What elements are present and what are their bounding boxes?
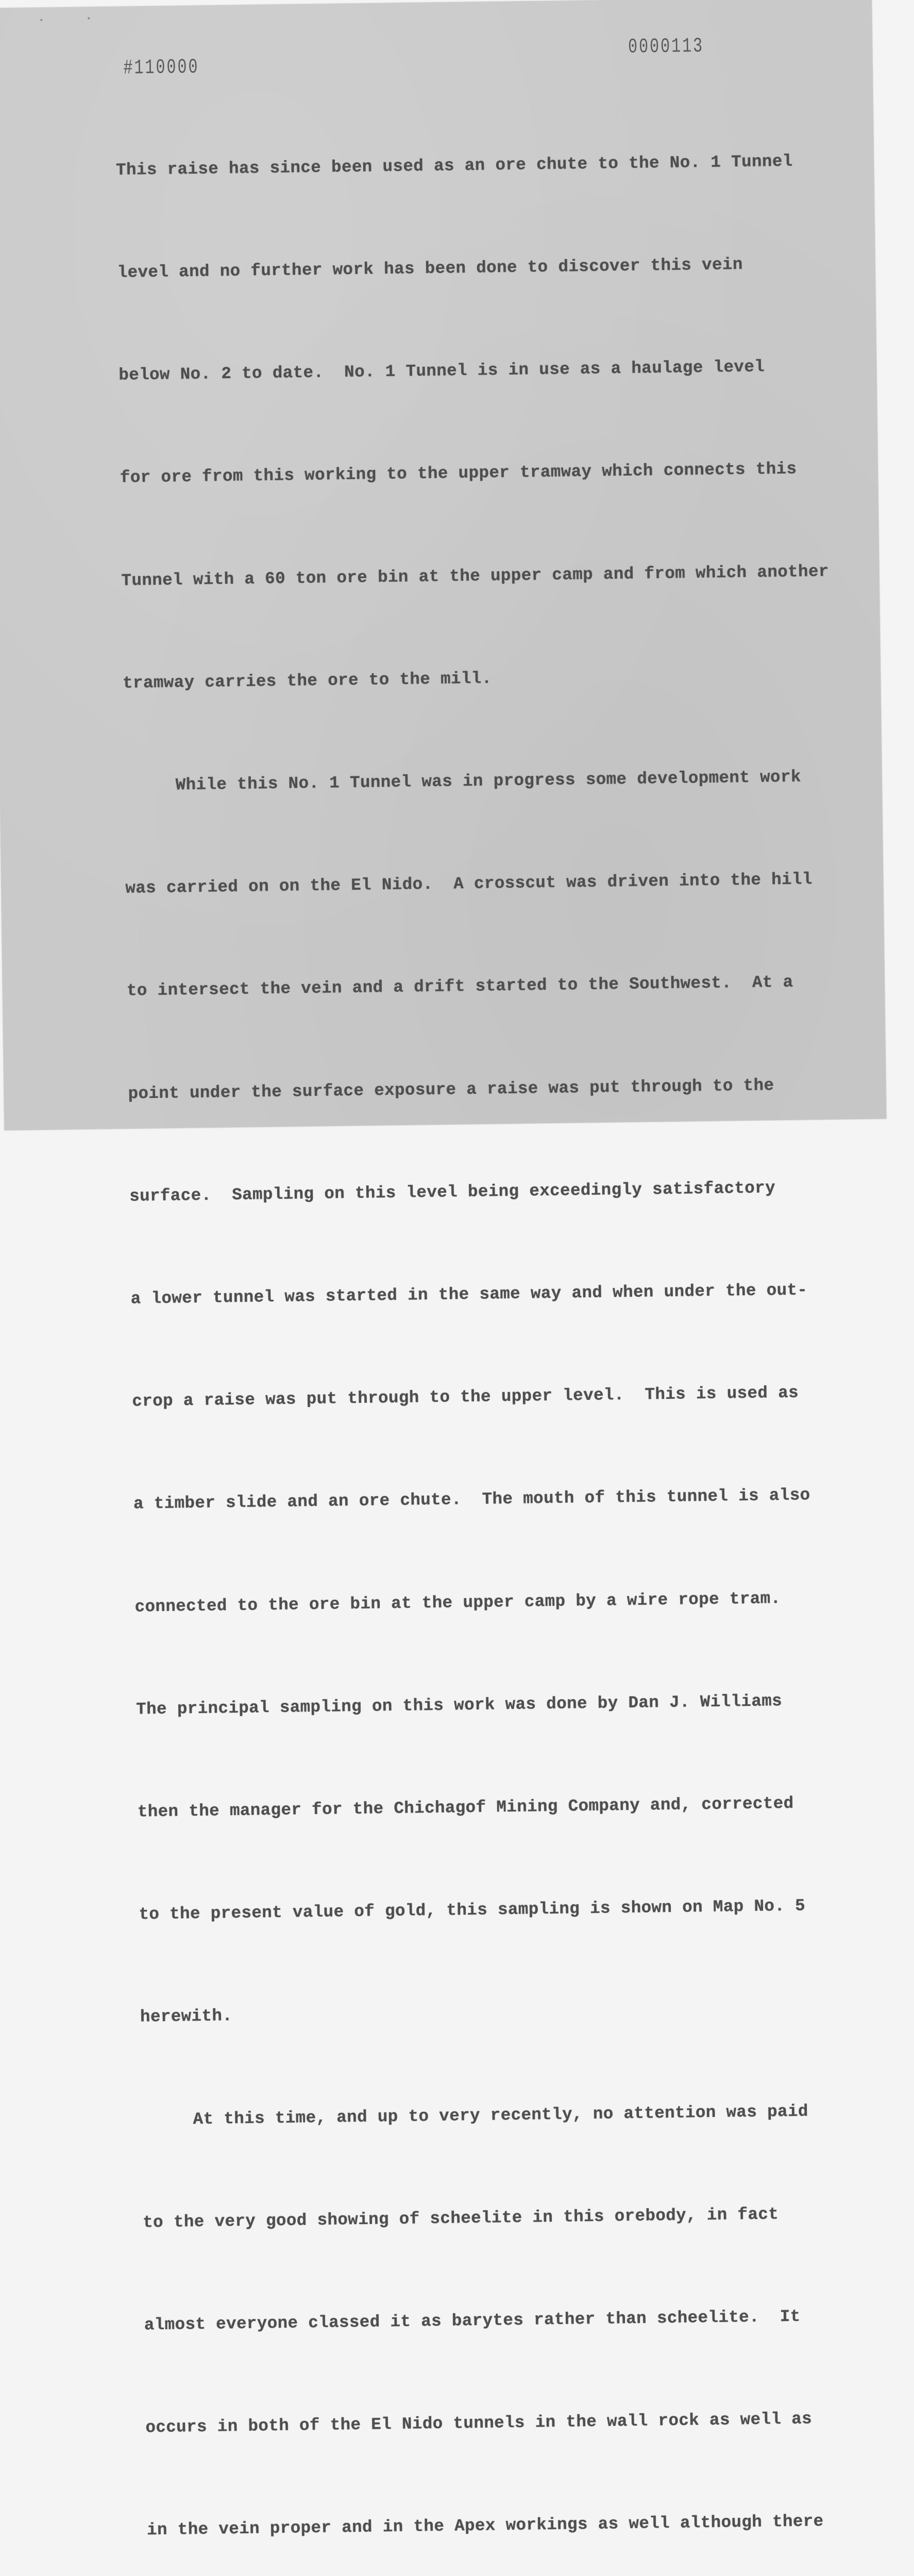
text-line: a lower tunnel was started in the same way and when under the out-: [130, 1280, 808, 1309]
text-line: for ore from this working to the upper tramway which connects this: [120, 459, 797, 488]
text-line: crop a raise was put through to the upper level. This is used as: [132, 1383, 799, 1411]
text-line: to intersect the vein and a drift started to the Southwest. At a: [126, 973, 793, 1001]
page-number-stamp: 0000113: [628, 35, 704, 59]
text-line: herewith.: [140, 2006, 233, 2027]
text-line: point under the surface exposure a raise was put through to the: [128, 1075, 774, 1104]
text-line: in the vein proper and in the Apex workings as well although there: [146, 2512, 824, 2540]
paper-speck: [40, 19, 42, 21]
text-line: then the manager for the Chichagof Mining Company and, corrected: [137, 1793, 794, 1822]
text-line: connected to the ore bin at the upper camp by a wire rope tram.: [134, 1588, 781, 1617]
document-body: [115, 75, 888, 2576]
text-line: This raise has since been used as an ore chute to the No. 1 Tunnel: [115, 151, 793, 180]
text-line: level and no further work has been done to discover this vein: [117, 255, 743, 282]
text-line: to the very good showing of scheelite in this orebody, in fact: [143, 2205, 779, 2232]
text-line: below No. 2 to date. No. 1 Tunnel is in use as a haulage level: [119, 357, 765, 385]
text-line: The principal sampling on this work was done by Dan J. Williams: [136, 1691, 783, 1719]
text-line: Tunnel with a 60 ton ore bin at the upper camp and from which another: [121, 562, 830, 590]
paragraph-start-line: While this No. 1 Tunnel was in progress some development work: [175, 767, 802, 795]
document-stamp-number: #110000: [123, 56, 199, 80]
paper-speck: [88, 17, 90, 19]
text-line: tramway carries the ore to the mill.: [122, 669, 492, 693]
paragraph-start-line: At this time, and up to very recently, no attention was paid: [193, 2102, 809, 2129]
text-line: to the present value of gold, this sampling is shown on Map No. 5: [139, 1896, 806, 1924]
text-line: surface. Sampling on this level being exceedingly satisfactory: [129, 1178, 776, 1206]
text-line: almost everyone classed it as barytes rather than scheelite. It: [144, 2307, 801, 2335]
text-line: was carried on on the El Nido. A crosscut was driven into the hill: [125, 870, 813, 898]
text-line: occurs in both of the El Nido tunnels in the wall rock as well as: [145, 2409, 813, 2437]
text-line: a timber slide and an ore chute. The mouth of this tunnel is also: [133, 1485, 810, 1514]
